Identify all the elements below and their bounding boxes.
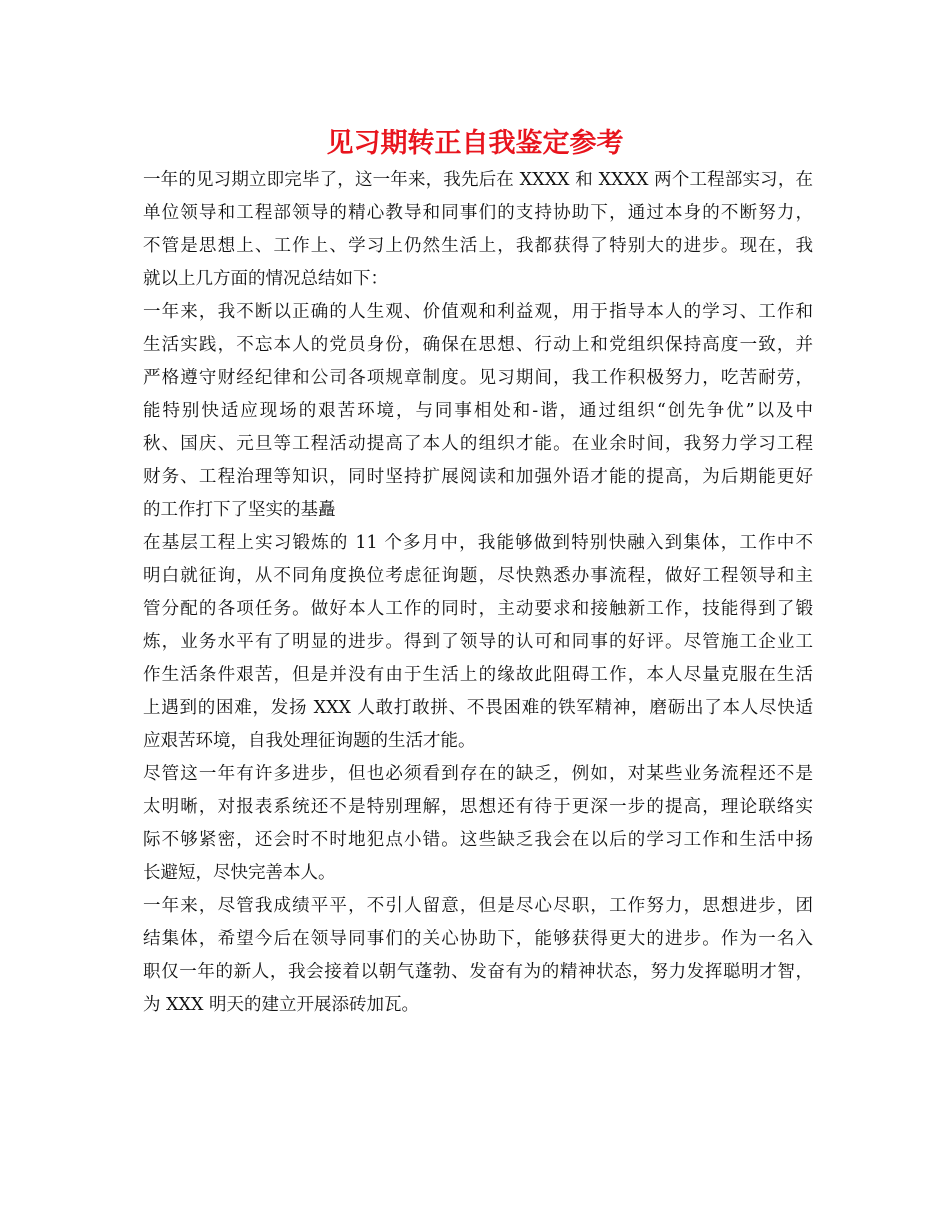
text-line: 一年来，我不断以正确的人生观、价值观和利益观，用于指导本人的学习、工作和 bbox=[143, 302, 813, 322]
text-line: 单位领导和工程部领导的精心教导和同事们的支持协助下，通过本身的不断努力， bbox=[143, 203, 813, 223]
text-line: 管分配的各项任务。做好本人工作的同时，主动要求和接触新工作，技能得到了锻 bbox=[143, 599, 813, 619]
text-line: 财务、工程治理等知识，同时坚持扩展阅读和加强外语才能的提高，为后期能更好 bbox=[143, 467, 813, 487]
text-line: 职仅一年的新人，我会接着以朝气蓬勃、发奋有为的精神状态，努力发挥聪明才智， bbox=[143, 962, 813, 982]
text-line: 一年来，尽管我成绩平平，不引人留意，但是尽心尽职，工作努力，思想进步，团 bbox=[143, 896, 813, 916]
document-body bbox=[143, 164, 813, 1022]
text-line: 作生活条件艰苦，但是并没有由于生活上的缘故此阻碍工作，本人尽量克服在生活 bbox=[143, 665, 813, 685]
text-line: 明白就征询，从不同角度换位考虑征询题，尽快熟悉办事流程，做好工程领导和主 bbox=[143, 566, 813, 586]
text-line: 不管是思想上、工作上、学习上仍然生活上，我都获得了特别大的进步。现在，我 bbox=[143, 236, 813, 256]
text-line: 严格遵守财经纪律和公司各项规章制度。见习期间，我工作积极努力，吃苦耐劳， bbox=[143, 368, 813, 388]
text-line: 际不够紧密，还会时不时地犯点小错。这些缺乏我会在以后的学习工作和生活中扬 bbox=[143, 830, 813, 850]
text-line: 为 XXX 明天的建立开展添砖加瓦。 bbox=[143, 995, 419, 1015]
text-line: 能特别快适应现场的艰苦环境，与同事相处和-谐，通过组织“创先争优”以及中 bbox=[143, 401, 813, 421]
text-line: 的工作打下了坚实的基矗 bbox=[143, 500, 336, 520]
text-line: 就以上几方面的情况总结如下： bbox=[143, 269, 388, 289]
text-line: 太明晰，对报表系统还不是特别理解，思想还有待于更深一步的提高，理论联络实 bbox=[143, 797, 813, 817]
text-line: 在基层工程上实习锻炼的 11 个多月中，我能够做到特别快融入到集体，工作中不 bbox=[143, 533, 813, 553]
document-title: 见习期转正自我鉴定参考 bbox=[326, 128, 624, 159]
text-line: 结集体，希望今后在领导同事们的关心协助下，能够获得更大的进步。作为一名入 bbox=[143, 929, 813, 949]
text-line: 长避短，尽快完善本人。 bbox=[143, 863, 336, 883]
text-line: 应艰苦环境，自我处理征询题的生活才能。 bbox=[143, 731, 476, 751]
text-line: 一年的见习期立即完毕了，这一年来，我先后在 XXXX 和 XXXX 两个工程部实习，在 bbox=[143, 170, 813, 190]
text-line: 生活实践，不忘本人的党员身份，确保在思想、行动上和党组织保持高度一致，并 bbox=[143, 335, 813, 355]
text-line: 炼，业务水平有了明显的进步。得到了领导的认可和同事的好评。尽管施工企业工 bbox=[143, 632, 813, 652]
text-line: 尽管这一年有许多进步，但也必须看到存在的缺乏，例如，对某些业务流程还不是 bbox=[143, 764, 813, 784]
text-line: 上遇到的困难，发扬 XXX 人敢打敢拼、不畏困难的铁军精神，磨砺出了本人尽快适 bbox=[143, 698, 813, 718]
text-line: 秋、国庆、元旦等工程活动提高了本人的组织才能。在业余时间，我努力学习工程 bbox=[143, 434, 813, 454]
